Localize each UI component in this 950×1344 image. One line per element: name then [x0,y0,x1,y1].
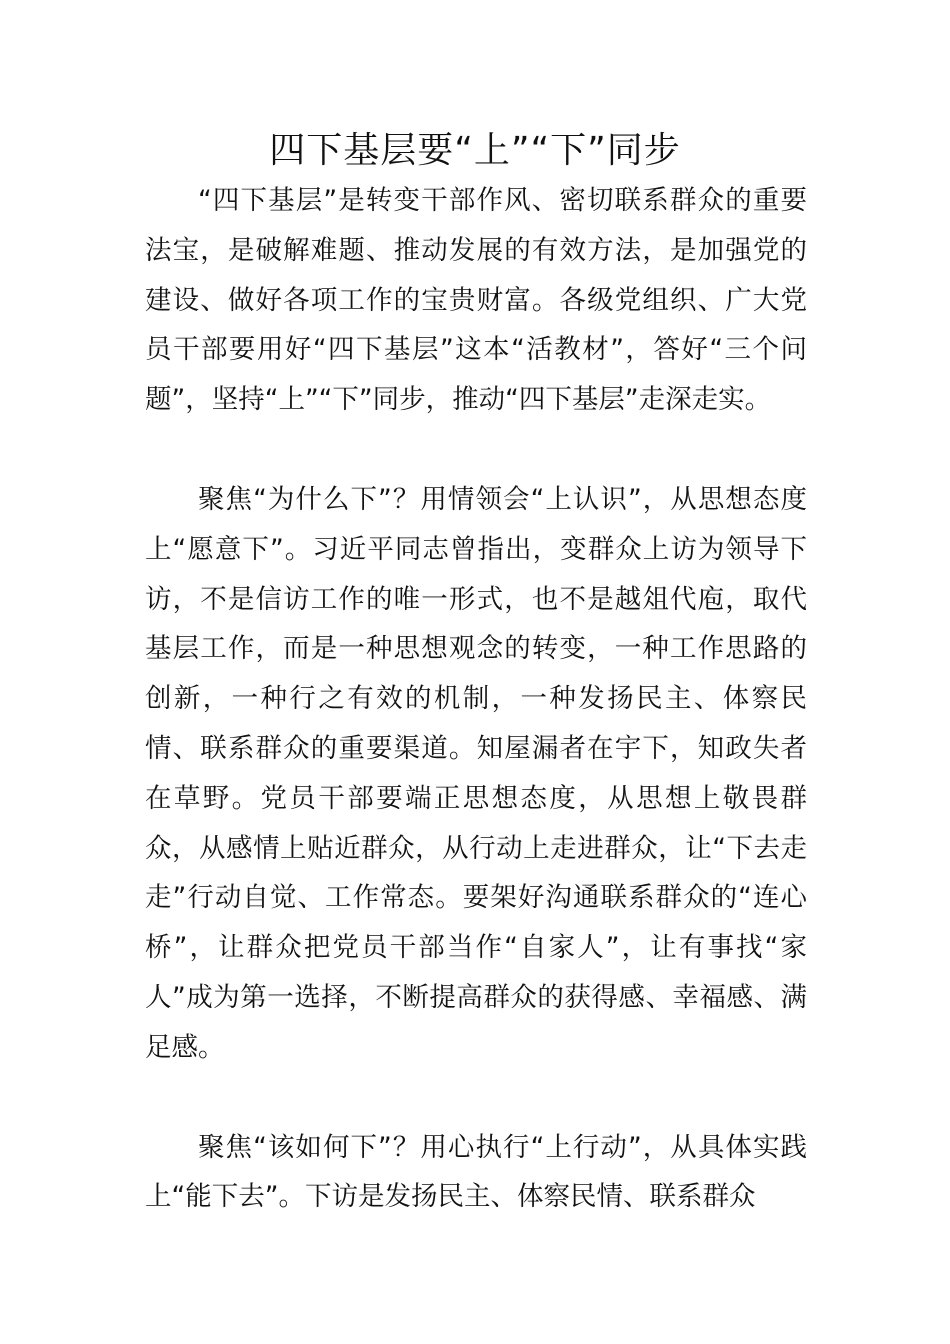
paragraph-spacer [145,425,807,475]
document-body [145,176,807,1222]
paragraph-spacer [145,1073,807,1123]
paragraph-how-to-go-down: 聚焦“该如何下”？用心执行“上行动”，从具体实践上“能下去”。下访是发扬民主、体察民情、联系群众 [145,1131,807,1213]
paragraph-why-go-down: 聚焦“为什么下”？用情领会“上认识”，从思想态度上“愿意下”。习近平同志曾指出，变群众上访为领导下访，不是信访工作的唯一形式，也不是越俎代庖，取代基层工作，而是一种思想观念的转变，一种工作思路的创新，一种行之有效的机制，一种发扬民主、体察民情、联系群众的重要渠道。知屋漏者在宇下，知政失者在草野。党员干部要端正思想态度，从思想上敬畏群众，从感情上贴近群众，从行动上走进群众，让“下去走走”行动自觉、工作常态。要架好沟通联系群众的“连心桥”，让群众把党员干部当作“自家人”，让有事找“家人”成为第一选择，不断提高群众的获得感、幸福感、满足感。 [145,483,807,1063]
paragraph-intro: “四下基层”是转变干部作风、密切联系群众的重要法宝，是破解难题、推动发展的有效方法，是加强党的建设、做好各项工作的宝贵财富。各级党组织、广大党员干部要用好“四下基层”这本“活教材”，答好“三个问题”，坚持“上”“下”同步，推动“四下基层”走深走实。 [145,185,807,416]
document-title: 四下基层要“上”“下”同步 [269,130,681,171]
